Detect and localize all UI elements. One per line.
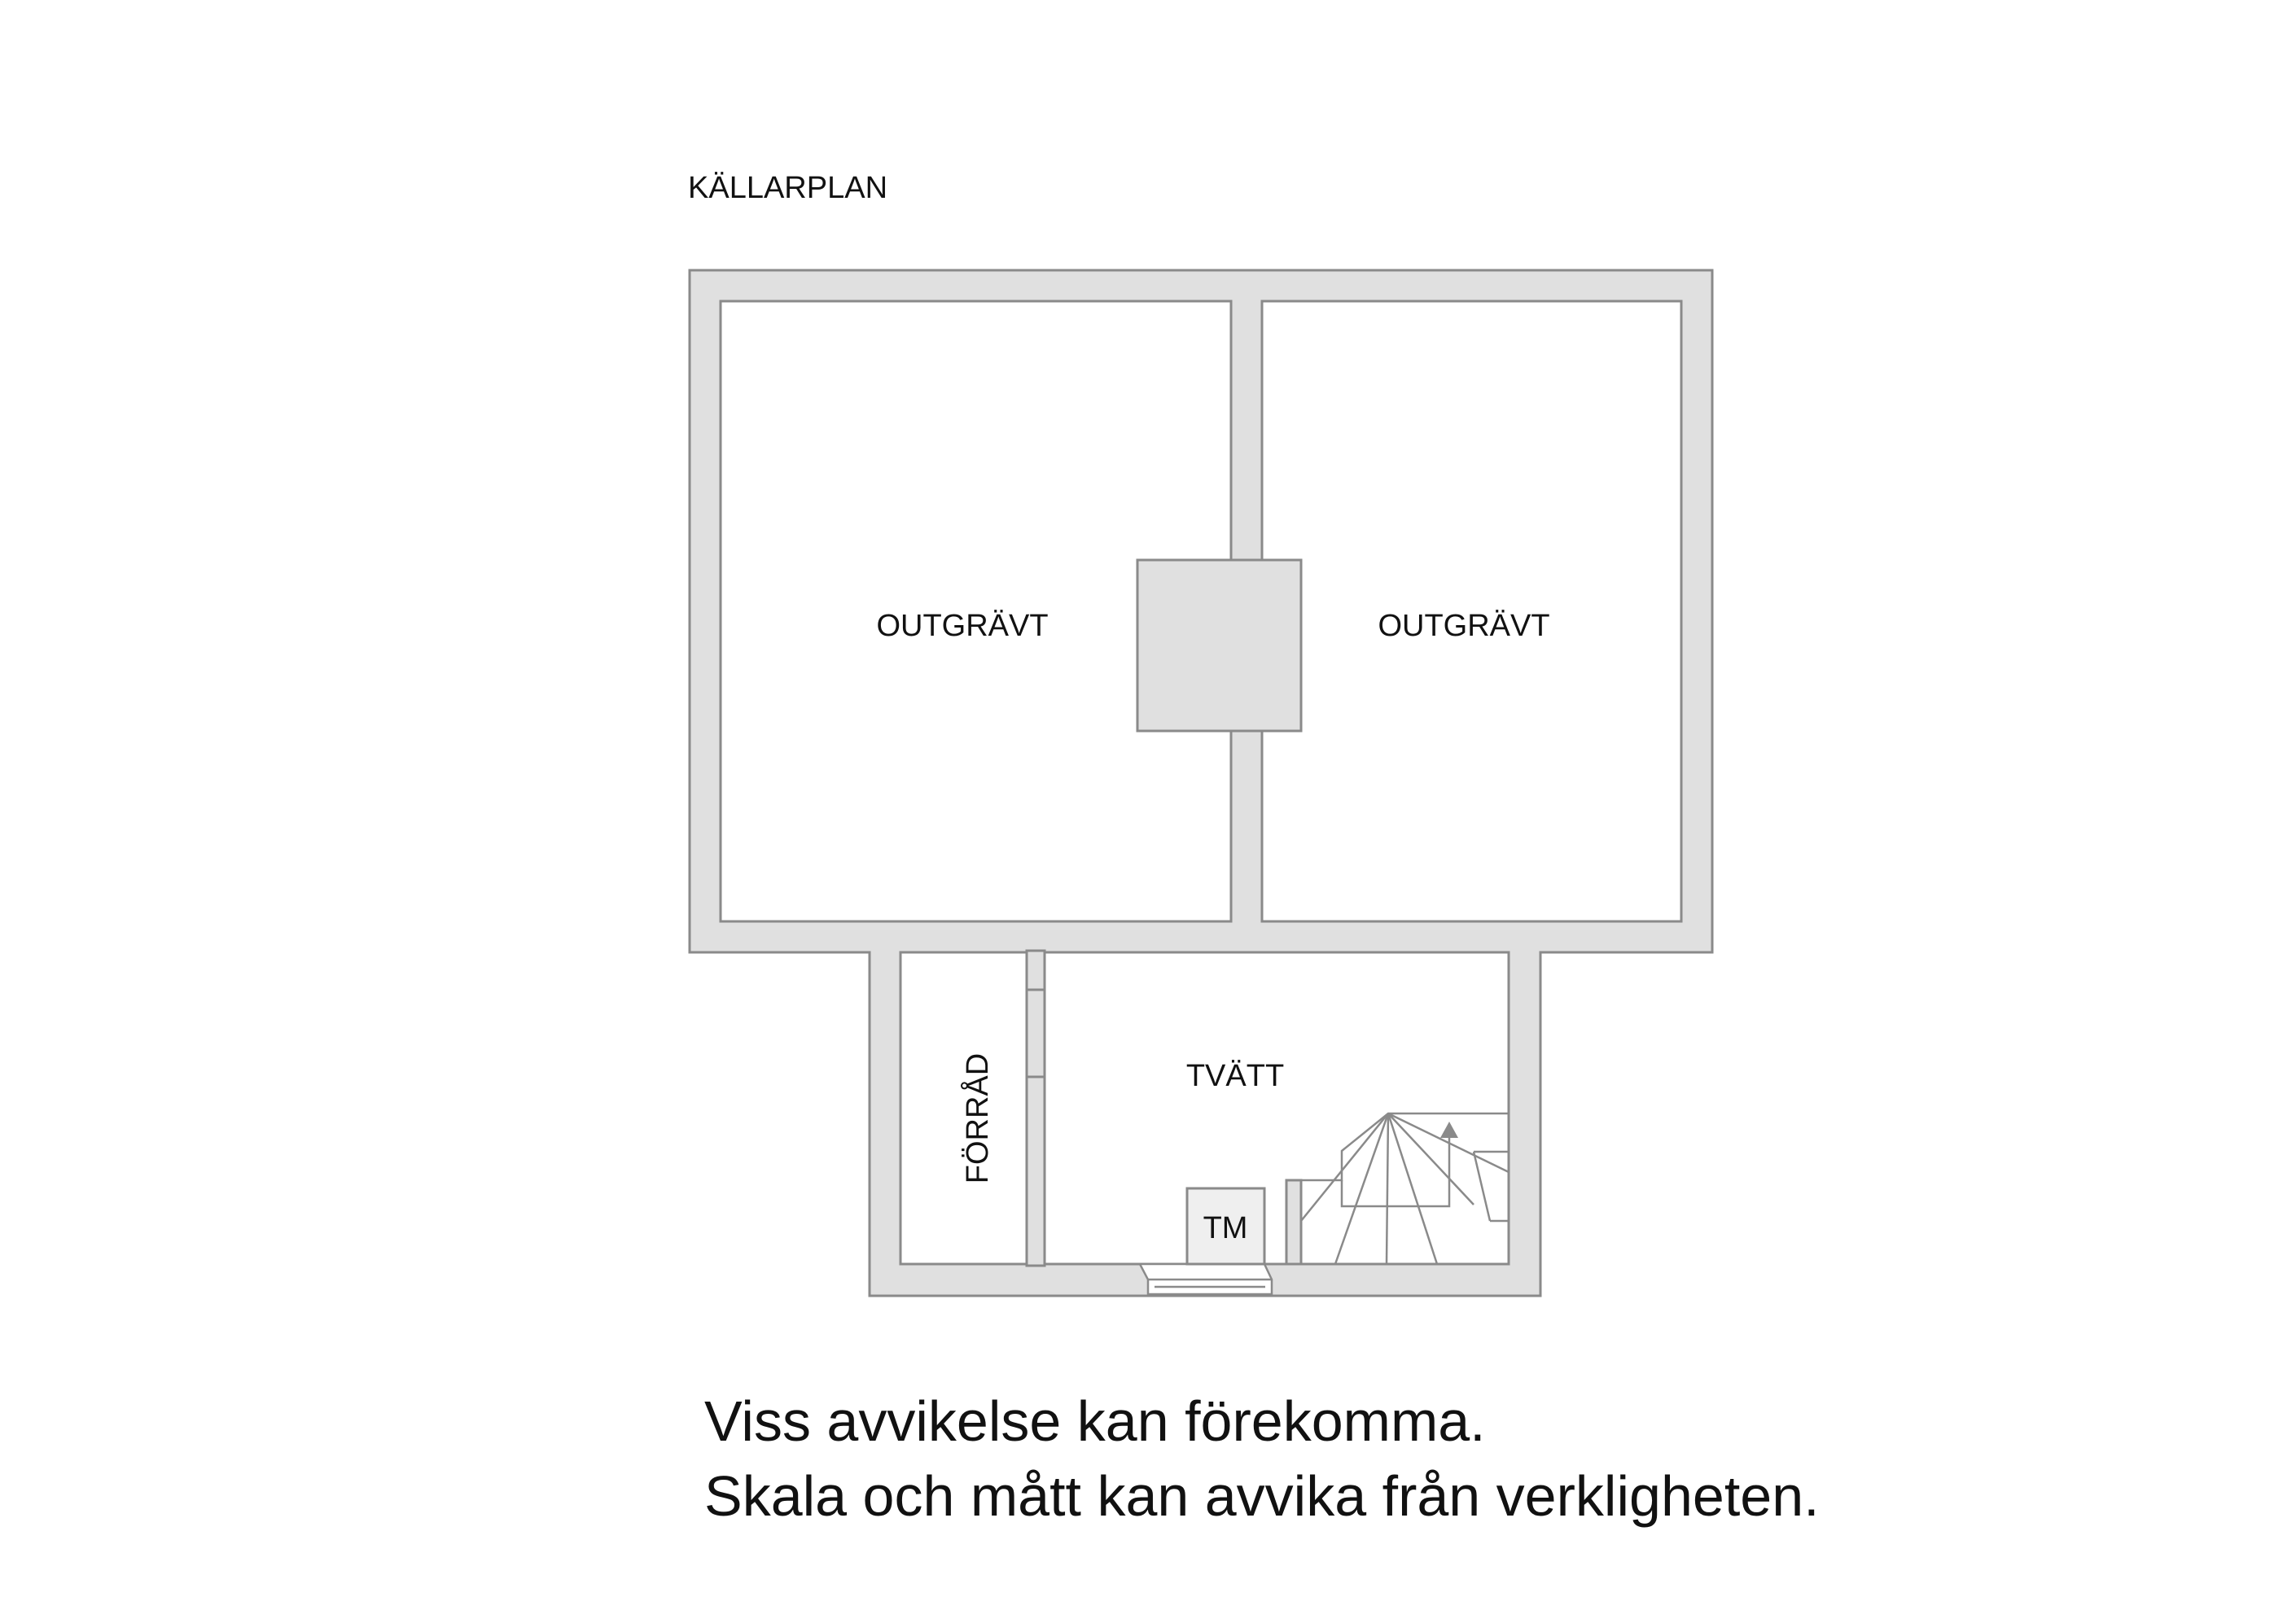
disclaimer-line-1: Viss avvikelse kan förekomma. [704, 1389, 1486, 1453]
chimney [1137, 560, 1301, 731]
label-tm: TM [1203, 1211, 1248, 1245]
label-forrad: FÖRRÅD [961, 1052, 995, 1184]
label-outgravt-left: OUTGRÄVT [876, 609, 1049, 643]
stair-side-wall [1286, 1180, 1301, 1264]
disclaimer-line-2: Skala och mått kan avvika från verkligheten. [704, 1464, 1820, 1528]
plan-title: KÄLLARPLAN [688, 171, 888, 205]
label-outgravt-right: OUTGRÄVT [1378, 609, 1550, 643]
label-tvatt: TVÄTT [1185, 1059, 1285, 1093]
window [1140, 1264, 1272, 1294]
partition-wall-top [1027, 951, 1045, 990]
partition-wall-bottom [1027, 1077, 1045, 1266]
room-tvatt [1045, 952, 1509, 1264]
